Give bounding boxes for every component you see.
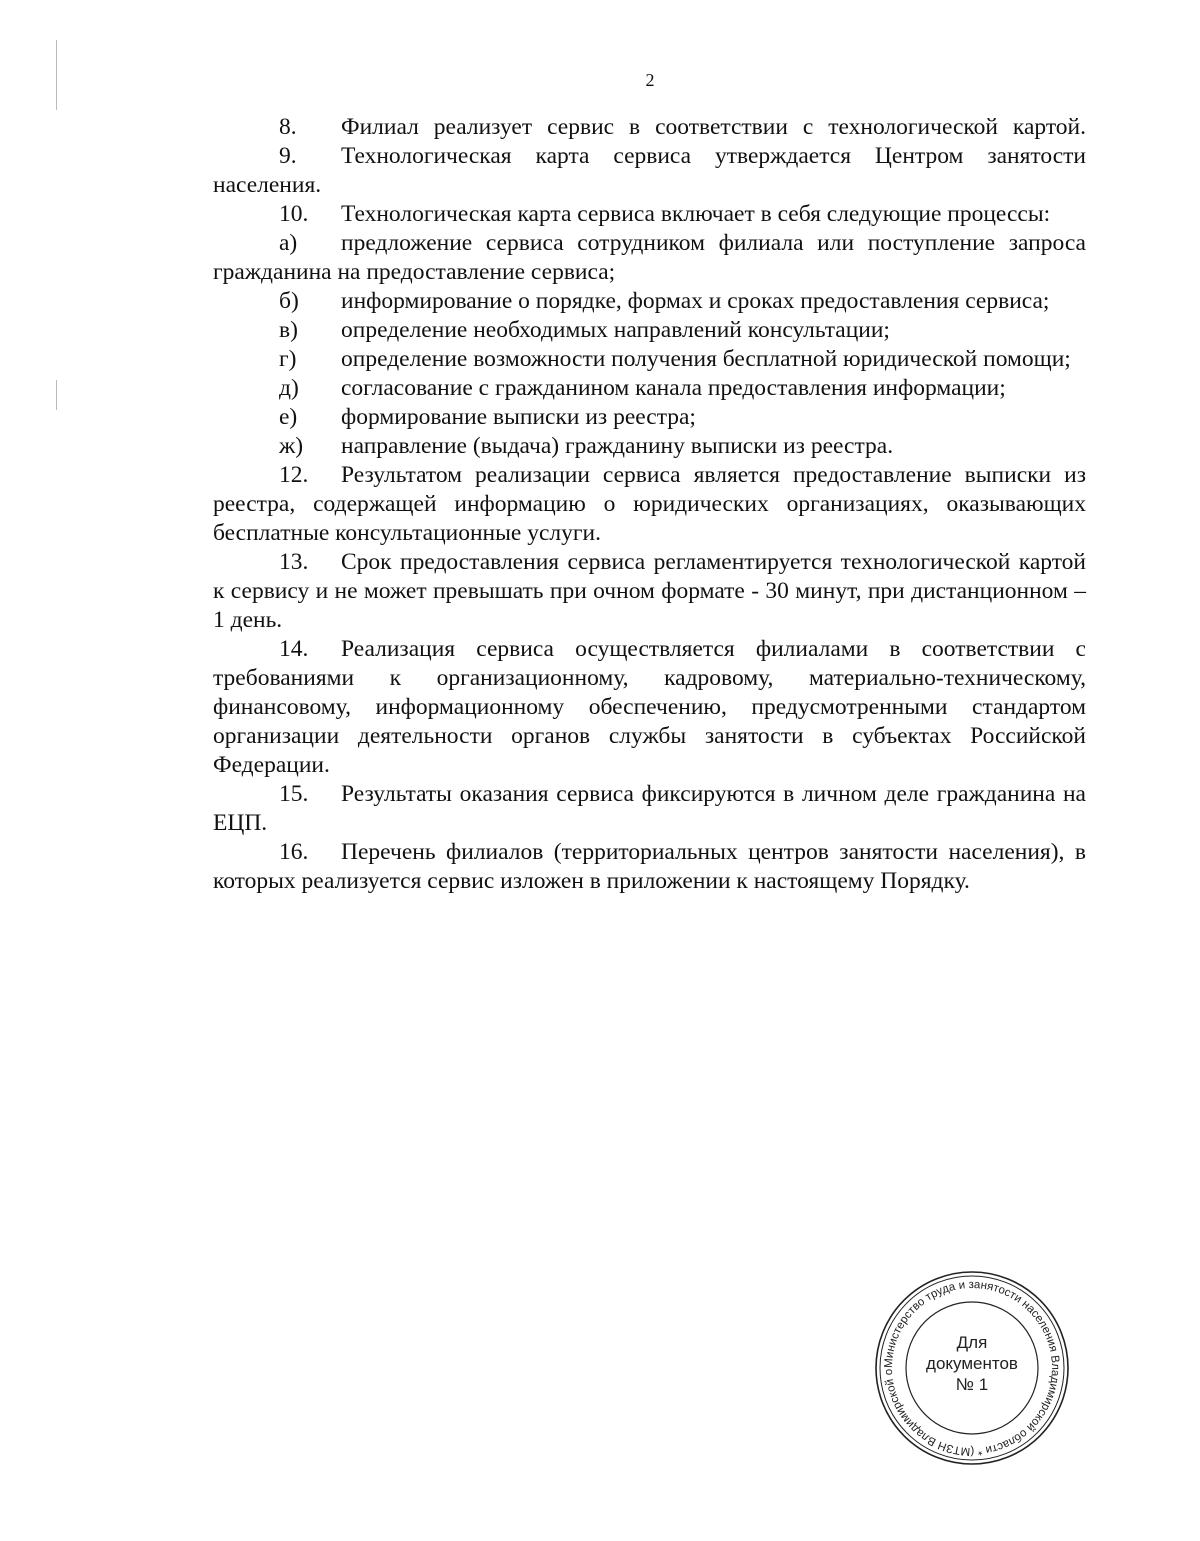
paragraph-12 [213,461,1086,548]
list-item-text: формирование выписки из реестра; [341,404,696,430]
paragraph-number: 10. [279,201,309,227]
paragraph-number: 8. [279,114,297,140]
list-item-text: информирование о порядке, формах и сроках предоставления сервиса; [341,288,1050,314]
list-item-text: предложение сервиса сотрудником филиала или поступление запроса гражданина на предоставление сервиса; [213,230,1086,285]
list-marker: г) [279,346,297,372]
paragraph-text: Результатом реализации сервиса является предоставление выписки из реестра, содержащей информацию о юридических организациях, оказывающих бесплатные консультационные услуги. [213,462,1086,546]
paragraph-text: Перечень филиалов (территориальных центров занятости населения), в которых реализуется сервис изложен в приложении к настоящему Порядку. [213,839,1086,894]
paragraph-number: 15. [279,781,309,807]
list-item-b [213,287,1086,316]
paragraph-text: Филиал реализует сервис в соответствии с технологической картой. [341,114,1086,140]
paragraph-number: 9. [279,143,297,169]
paragraph-9 [213,142,1086,200]
list-marker: б) [279,288,299,314]
list-marker: д) [279,375,299,401]
seal-center-text [872,1332,1072,1395]
paragraph-number: 14. [279,636,309,662]
list-marker: в) [279,317,298,343]
page-number: 2 [645,70,655,90]
paragraph-8 [213,113,1086,142]
list-item-text: определение необходимых направлений консультации; [341,317,890,343]
paragraph-16 [213,838,1086,896]
list-marker: е) [279,404,298,430]
list-marker: а) [279,230,298,256]
seal-ring-text: Министерство труда и занятости населения Владимирской области * (МТЗН Владимирской о [882,1278,1062,1458]
list-item-zh [213,432,1086,461]
paragraph-text: Технологическая карта сервиса включает в себя следующие процессы: [341,201,1051,227]
paragraph-number: 13. [279,549,309,575]
paragraph-15 [213,780,1086,838]
paragraph-number: 16. [279,839,309,865]
list-item-text: определение возможности получения бесплатной юридической помощи; [341,346,1071,372]
paragraph-number: 12. [279,462,309,488]
paragraph-10 [213,200,1086,229]
paragraph-14 [213,635,1086,780]
list-item-e [213,403,1086,432]
list-item-text: согласование с гражданином канала предоставления информации; [341,375,1006,401]
paragraph-13 [213,548,1086,635]
paragraph-text: Реализация сервиса осуществляется филиалами в соответствии с требованиями к организационному, кадровому, материально-техническому, финансовому, информационному обеспечению, предусмотренными стандартом организации деятельности органов службы занятости в субъектах Российской Федерации. [213,636,1086,778]
list-item-a [213,229,1086,287]
scan-edge-mark [56,380,57,410]
list-marker: ж) [279,433,304,459]
list-item-text: направление (выдача) гражданину выписки из реестра. [341,433,894,459]
paragraph-text: Технологическая карта сервиса утверждается Центром занятости населения. [213,143,1086,198]
seal-line-3: № 1 [955,1375,989,1394]
list-item-g [213,345,1086,374]
official-seal-stamp [872,1268,1072,1468]
list-item-d [213,374,1086,403]
paragraph-text: Срок предоставления сервиса регламентируется технологической картой к сервису и не может превышать при очном формате - 30 минут, при дистанционном – 1 день. [213,549,1086,633]
seal-line-2: документов [926,1354,1018,1373]
seal-line-1: Для [956,1333,988,1352]
list-item-v [213,316,1086,345]
document-body [213,113,1086,896]
paragraph-text: Результаты оказания сервиса фиксируются в личном деле гражданина на ЕЦП. [213,781,1086,836]
